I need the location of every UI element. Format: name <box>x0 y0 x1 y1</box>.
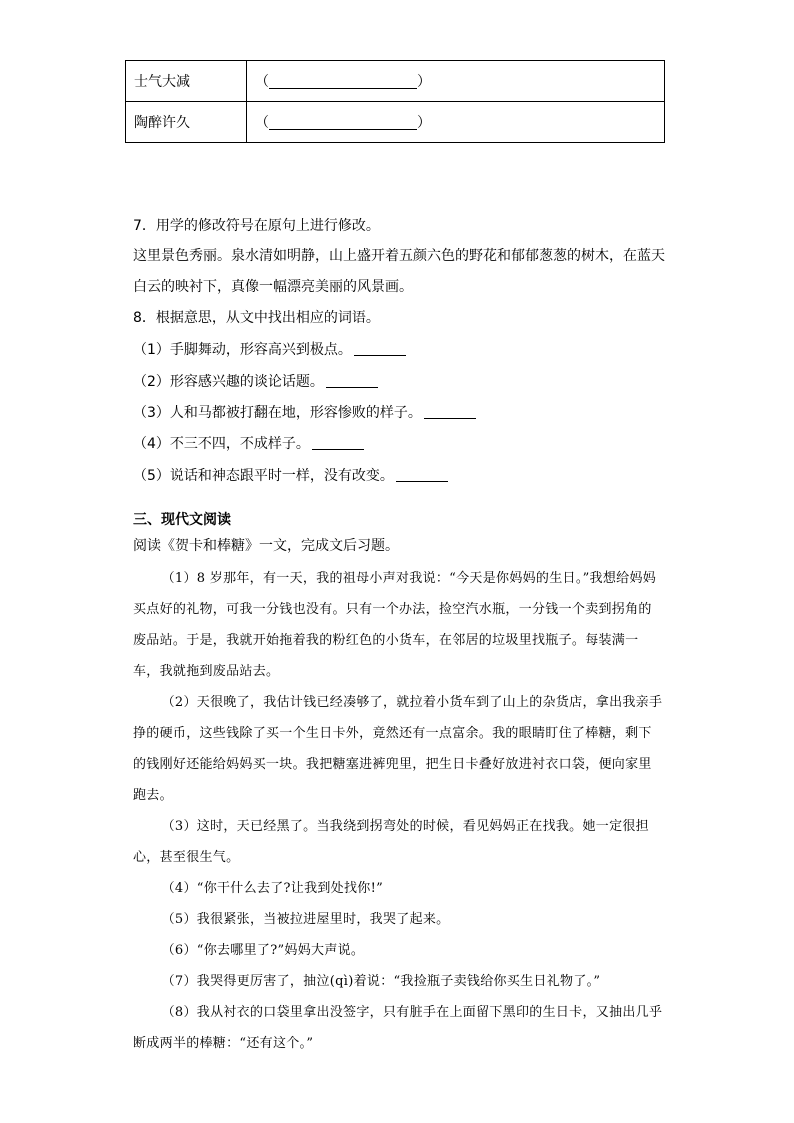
passage-paragraph: （7）我哭得更厉害了，抽泣(qì)着说：“我捡瓶子卖钱给你买生日礼物了。” <box>161 974 601 989</box>
answer-blank[interactable] <box>396 467 448 482</box>
answer-blank[interactable] <box>269 115 417 130</box>
answer-cell: （ ） <box>247 102 665 143</box>
question-8-title: 8．根据意思，从文中找出相应的词语。 <box>133 310 380 326</box>
section-heading: 三、现代文阅读 <box>133 512 231 528</box>
passage-paragraph: （2）天很晚了，我估计钱已经凑够了，就拉着小货车到了山上的杂货店，拿出我亲手挣的硬币，这些钱除了买一个生日卡外，竟然还有一点富余。我的眼睛盯住了棒糖，剩下的钱刚好还能给妈妈买一块。我把糖塞进裤兜里，把生日卡叠好放进衬衣口袋，便向家里跑去。 <box>133 695 663 803</box>
word-cell: 士气大减 <box>126 61 247 102</box>
passage-paragraph: （6）“你去哪里了?”妈妈大声说。 <box>161 943 365 958</box>
question-7-text: 这里景色秀丽。泉水清如明静，山上盛开着五颜六色的野花和郁郁葱葱的树木，在蓝天 <box>133 248 665 264</box>
passage-paragraph: （4）“你干什么去了?让我到处找你!” <box>161 881 384 896</box>
question-8-item: （4）不三不四，不成样子。 <box>133 434 364 454</box>
question-8-item: （2）形容感兴趣的谈论话题。 <box>133 372 378 392</box>
answer-blank[interactable] <box>269 74 417 89</box>
passage-paragraph: （3）这时，天已经黑了。当我绕到拐弯处的时候，看见妈妈正在找我。她一定很担心，甚至很生气。 <box>133 819 649 865</box>
question-8-item: （3）人和马都被打翻在地，形容惨败的样子。 <box>133 403 476 423</box>
reading-passage <box>133 563 663 1059</box>
question-7-title: 7．用学的修改符号在原句上进行修改。 <box>133 218 380 234</box>
answer-blank[interactable] <box>326 373 378 388</box>
answer-blank[interactable] <box>424 404 476 419</box>
word-cell: 陶醉许久 <box>126 102 247 143</box>
passage-paragraph: （1）8 岁那年，有一天，我的祖母小声对我说：“今天是你妈妈的生日。”我想给妈妈买点好的礼物，可我一分钱也没有。只有一个办法，捡空汽水瓶，一分钱一个卖到拐角的废品站。于是，我就开始拖着我的粉红色的小货车，在邻居的垃圾里找瓶子。每装满一车，我就拖到废品站去。 <box>133 571 657 679</box>
question-8-item: （1）手脚舞动，形容高兴到极点。 <box>133 340 406 360</box>
table-row <box>126 102 665 143</box>
section-intro: 阅读《贺卡和棒糖》一文，完成文后习题。 <box>133 538 399 554</box>
answer-cell: （ ） <box>247 61 665 102</box>
answer-blank[interactable] <box>354 341 406 356</box>
answer-blank[interactable] <box>312 435 364 450</box>
question-8-item: （5）说话和神态跟平时一样，没有改变。 <box>133 466 448 486</box>
question-7-text: 白云的映衬下，真像一幅漂亮美丽的风景画。 <box>133 279 413 295</box>
passage-paragraph: （5）我很紧张，当被拉进屋里时，我哭了起来。 <box>161 912 450 927</box>
vocabulary-table <box>125 60 665 143</box>
table-row <box>126 61 665 102</box>
passage-paragraph: （8）我从衬衣的口袋里拿出没签字，只有脏手在上面留下黑印的生日卡，又抽出几乎断成两半的棒糖：“还有这个。” <box>133 1005 663 1051</box>
